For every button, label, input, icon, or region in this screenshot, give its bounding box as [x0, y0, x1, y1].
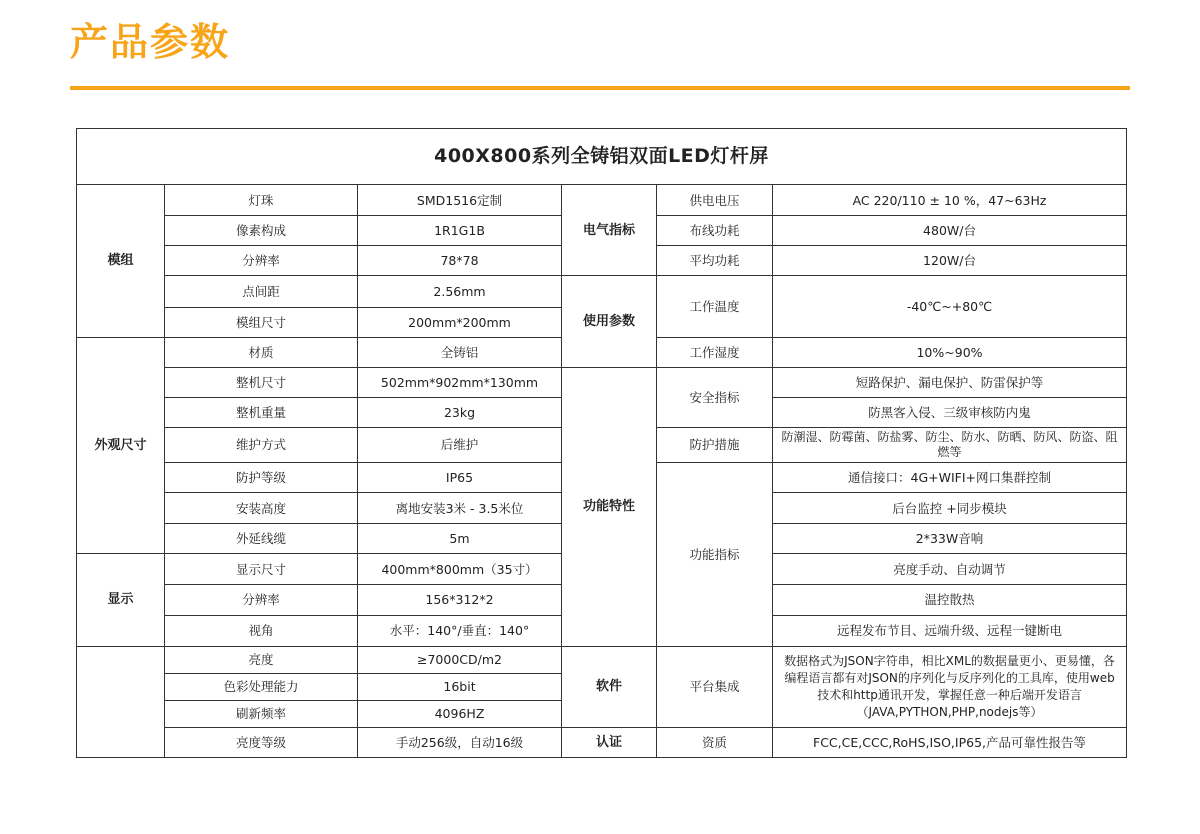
spec-value: 4096HZ: [358, 700, 562, 727]
spec-value: 156*312*2: [358, 585, 562, 615]
spec-value: 后维护: [358, 427, 562, 462]
spec-label: 平台集成: [657, 646, 773, 727]
spec-value: 1R1G1B: [358, 216, 562, 246]
spec-label: 防护措施: [657, 427, 773, 462]
spec-value: 亮度手动、自动调节: [773, 554, 1127, 585]
spec-value: ≥7000CD/m2: [358, 646, 562, 673]
category-display: 显示: [77, 554, 165, 646]
spec-label: 维护方式: [165, 427, 358, 462]
spec-label: 工作温度: [657, 276, 773, 337]
spec-label: 刷新频率: [165, 700, 358, 727]
category-module: 模组: [77, 185, 165, 337]
spec-value: 5m: [358, 524, 562, 554]
spec-value: 远程发布节目、远端升级、远程一键断电: [773, 615, 1127, 646]
spec-label: 整机重量: [165, 397, 358, 427]
spec-label: 安装高度: [165, 493, 358, 524]
spec-label: 安全指标: [657, 367, 773, 427]
category-electric: 电气指标: [562, 185, 657, 276]
spec-value: 16bit: [358, 673, 562, 700]
spec-value: 200mm*200mm: [358, 307, 562, 337]
spec-value: 2*33W音响: [773, 524, 1127, 554]
spec-label: 像素构成: [165, 216, 358, 246]
spec-label: 模组尺寸: [165, 307, 358, 337]
page-title: 产品参数: [70, 20, 231, 64]
spec-value: 水平：140°/垂直：140°: [358, 615, 562, 646]
spec-value: 后台监控 +同步模块: [773, 493, 1127, 524]
spec-value: 离地安装3米 - 3.5米位: [358, 493, 562, 524]
spec-label: 灯珠: [165, 185, 358, 216]
spec-value: 120W/台: [773, 246, 1127, 276]
table-title: 400X800系列全铸铝双面LED灯杆屏: [77, 129, 1127, 185]
category-blank: [77, 646, 165, 757]
spec-value: 防潮湿、防霉菌、防盐雾、防尘、防水、防晒、防风、防盗、阻燃等: [773, 427, 1127, 462]
spec-value: 502mm*902mm*130mm: [358, 367, 562, 397]
spec-value: 短路保护、漏电保护、防雷保护等: [773, 367, 1127, 397]
spec-label: 分辨率: [165, 585, 358, 615]
spec-label: 色彩处理能力: [165, 673, 358, 700]
spec-value: 全铸铝: [358, 337, 562, 367]
spec-label: 亮度: [165, 646, 358, 673]
spec-value: 数据格式为JSON字符串，相比XML的数据量更小、更易懂，各编程语言都有对JSON的序列化与反序列化的工具库，使用web技术和http通讯开发，掌握任意一种后端开发语言（JAVA,PYTHON,PHP,nodejs等）: [773, 646, 1127, 727]
spec-label: 布线功耗: [657, 216, 773, 246]
spec-label: 显示尺寸: [165, 554, 358, 585]
spec-label: 工作湿度: [657, 337, 773, 367]
category-function: 功能特性: [562, 367, 657, 646]
spec-value: 23kg: [358, 397, 562, 427]
spec-label: 资质: [657, 727, 773, 757]
spec-value: 10%~90%: [773, 337, 1127, 367]
spec-label: 外延线缆: [165, 524, 358, 554]
title-divider: [70, 86, 1130, 90]
spec-label: 亮度等级: [165, 727, 358, 757]
spec-value: 防黑客入侵、三级审核防内鬼: [773, 397, 1127, 427]
spec-value: 2.56mm: [358, 276, 562, 307]
spec-label: 防护等级: [165, 463, 358, 493]
spec-value: 400mm*800mm（35寸）: [358, 554, 562, 585]
spec-label: 视角: [165, 615, 358, 646]
spec-value: -40℃~+80℃: [773, 276, 1127, 337]
spec-value: 通信接口：4G+WIFI+网口集群控制: [773, 463, 1127, 493]
category-usage: 使用参数: [562, 276, 657, 367]
spec-value: 78*78: [358, 246, 562, 276]
spec-label: 材质: [165, 337, 358, 367]
spec-value: IP65: [358, 463, 562, 493]
spec-value: FCC,CE,CCC,RoHS,ISO,IP65,产品可靠性报告等: [773, 727, 1127, 757]
spec-value: 480W/台: [773, 216, 1127, 246]
spec-value: 手动256级，自动16级: [358, 727, 562, 757]
category-appearance: 外观尺寸: [77, 337, 165, 554]
category-software: 软件: [562, 646, 657, 727]
category-cert: 认证: [562, 727, 657, 757]
spec-value: 温控散热: [773, 585, 1127, 615]
spec-label: 分辨率: [165, 246, 358, 276]
spec-label: 整机尺寸: [165, 367, 358, 397]
spec-label: 功能指标: [657, 463, 773, 647]
spec-table: [76, 128, 1127, 758]
spec-label: 平均功耗: [657, 246, 773, 276]
spec-label: 点间距: [165, 276, 358, 307]
spec-value: SMD1516定制: [358, 185, 562, 216]
spec-label: 供电电压: [657, 185, 773, 216]
spec-value: AC 220/110 ± 10 %，47~63Hz: [773, 185, 1127, 216]
